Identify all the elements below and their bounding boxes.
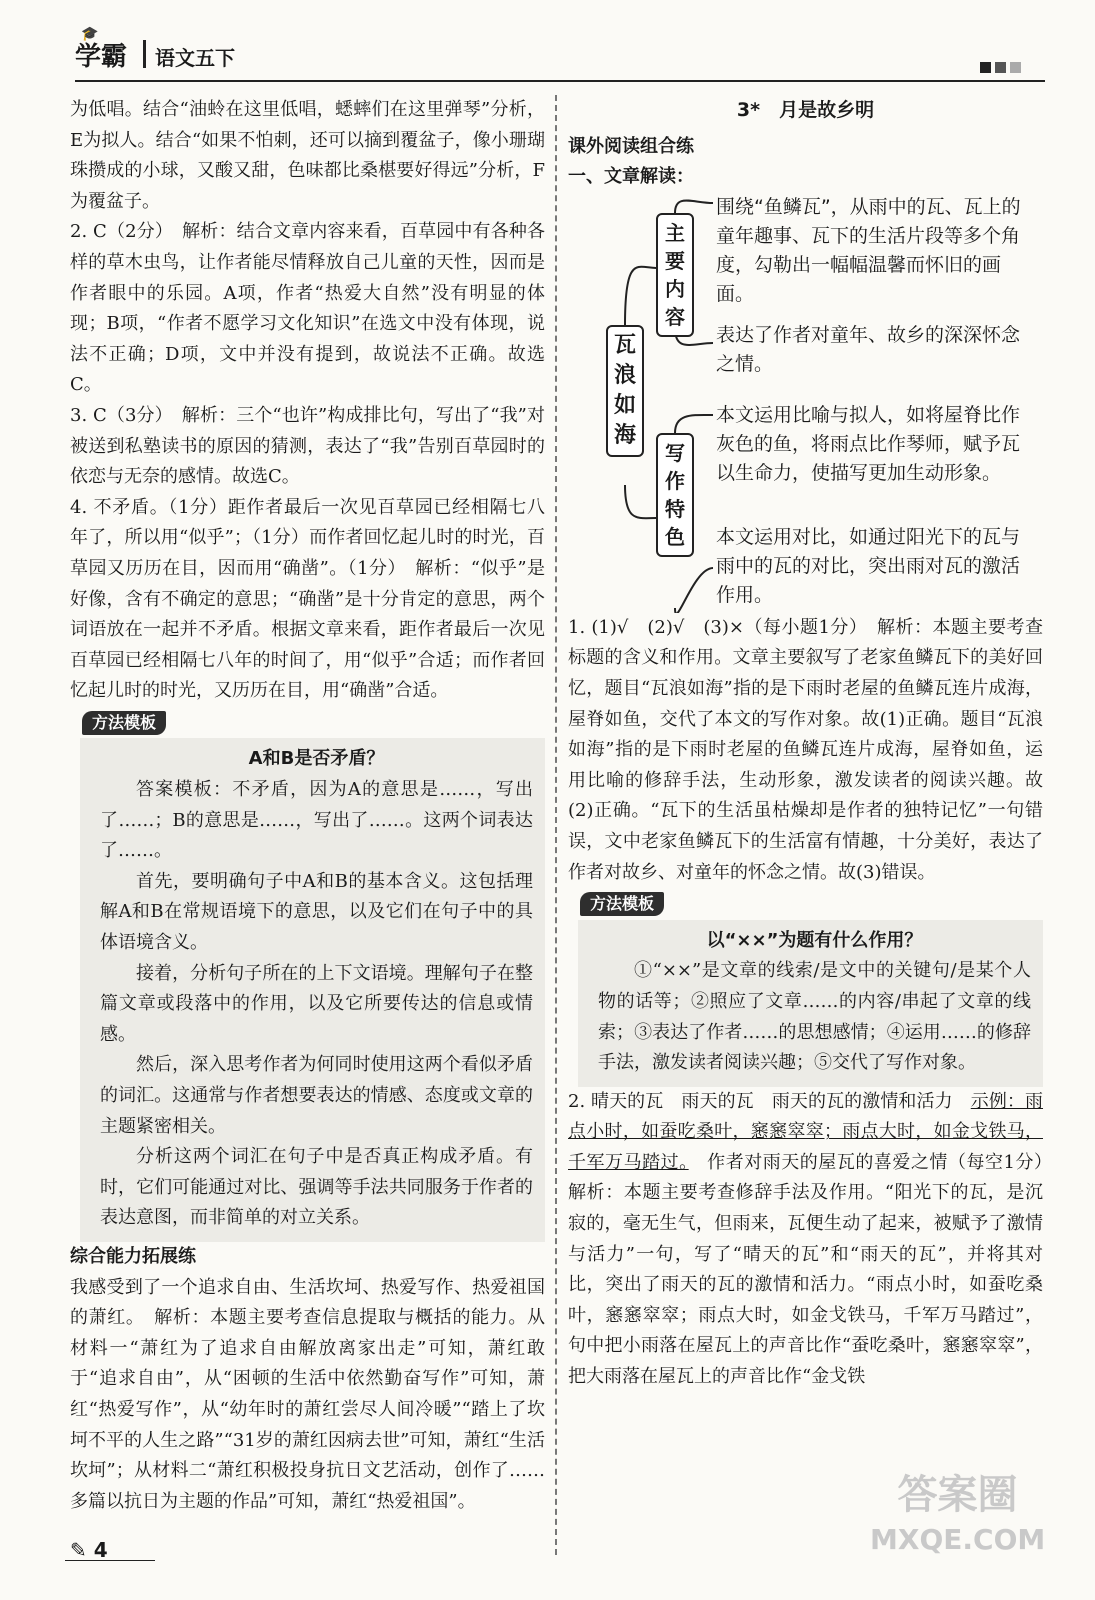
watermark: [870, 1468, 1045, 1568]
brand-logo: 学霸: [75, 42, 128, 72]
method-template-box: [578, 920, 1043, 1087]
answer-q4: 4. 不矛盾。（1分）距作者最后一次见百草园已经相隔七八年了，所以用“似乎”；（1分）而作者回忆起儿时的时光，百草园又历历在目，因而用“确凿”。（1分） 解析：“似乎”是好像，含有不确定的意思；“确凿”是十分肯定的意思，两个词语放在一起并不矛盾。根据文章来看，距作者最后一次见百草园已经相隔七八年的时间了，用“似乎”合适；而作者回忆起儿时的时光，又历历在目，用“确凿”合适。: [70, 496, 545, 702]
page-number: 4: [93, 1538, 108, 1562]
watermark-text: 答案圈: [897, 1472, 1018, 1518]
column-divider: [555, 95, 557, 1555]
answer-q2: [568, 1087, 1062, 1393]
watermark-url: MXQE.COM: [870, 1523, 1046, 1556]
template-title: A和B是否矛盾？: [248, 748, 385, 770]
header-square-icon: [995, 62, 1006, 73]
mind-map: [568, 193, 1043, 613]
extension-answer: 我感受到了一个追求自由、生活坎坷、热爱写作、热爱祖国的萧红。 解析：本题主要考查信息提取与概括的能力。从材料一“萧红为了追求自由解放离家出走”可知，萧红敢于“追求自由”，从“困顿的生活中依然勤奋写作”可知，萧红“热爱写作”，从“幼年时的萧红尝尽人间冷暖”“踏上了坎坷不平的人生之路”“31岁的萧红因病去世”可知，萧红“生活坎坷”；从材料二“萧红积极投身抗日文艺活动，创作了……多篇以抗日为主题的作品”可知，萧红“热爱祖国”。: [70, 1276, 545, 1512]
method-template-box: [80, 738, 545, 1242]
pencil-icon: ✎: [70, 1538, 87, 1562]
mind-map-branch-features: 写作特色: [656, 433, 694, 557]
template-paragraph: 接着，分析句子所在的上下文语境。理解句子在整篇文章或段落中的作用，以及它所要传达的信息或情感。: [100, 962, 533, 1045]
template-paragraph: ①“××”是文章的线索/是文中的关键句/是某个人物的话等；②照应了文章……的内容/串起了文章的线索；③表达了作者……的思想感情；④运用……的修辞手法，激发读者阅读兴趣；⑤交代了写作对象。: [598, 960, 1031, 1074]
right-column: [568, 95, 1062, 1393]
answer-q1: 1. (1)√ (2)√ (3)×（每小题1分） 解析：本题主要考查标题的含义和作用。文章主要叙写了老家鱼鳞瓦下的美好回忆，题目“瓦浪如海”指的是下雨时老屋的鱼鳞瓦连片成海，屋脊如鱼，交代了本文的写作对象。故(1)正确。题目“瓦浪如海”指的是下雨时老屋的鱼鳞瓦连片成海，屋脊如鱼，运用比喻的修辞手法，生动形象，激发读者的阅读兴趣。故(2)正确。“瓦下的生活虽枯燥却是作者的独特记忆”一句错误，文中老家鱼鳞瓦下的生活富有情趣，十分美好，表达了作者对故乡、对童年的怀念之情。故(3)错误。: [568, 616, 1043, 883]
mind-map-root: 瓦浪如海: [606, 325, 644, 457]
left-column: [70, 95, 545, 1517]
page-header: [75, 26, 1045, 82]
mind-map-branch-content: 主要内容: [656, 213, 694, 337]
method-template-tag: 方法模板: [82, 711, 166, 735]
template-paragraph: 答案模板：不矛盾，因为A的意思是……，写出了……；B的意思是……，写出了……。这两个词表达了……。: [100, 779, 533, 862]
answer-q2-tail: 作者对雨天的屋瓦的喜爱之情（每空1分） 解析：本题主要考查修辞手法及作用。“阳光下的瓦，是沉寂的，毫无生气，但雨来，瓦便生动了起来，被赋予了激情与活力”一句，写了“晴天的瓦”和“雨天的瓦”，并将其对比，突出了雨天的瓦的激情和活力。“雨点小时，如蚕吃桑叶，窸窸窣窣；雨点大时，如金戈铁马，千军万马踏过”，句中把小雨落在屋瓦上的声音比作“蚕吃桑叶，窸窸窣窣”，把大雨落在屋瓦上的声音比作“金戈铁: [568, 1151, 1062, 1388]
subsection-title: 一、文章解读：: [568, 166, 694, 188]
answer-q2-example: 示例：雨点小时，如蚕吃桑叶，窸窸窣窣；雨点大时，如金戈铁马，千军万马踏过。: [568, 1090, 1044, 1173]
template-paragraph: 分析这两个词汇在句子中是否真正构成矛盾。有时，它们可能通过对比、强调等手法共同服务于作者的表达意图，而非简单的对立关系。: [100, 1146, 533, 1229]
method-template-tag: 方法模板: [580, 892, 664, 916]
mind-map-leaf: 本文运用比喻与拟人，如将屋脊比作灰色的鱼，将雨点比作琴师，赋予瓦以生命力，使描写更加生动形象。: [716, 403, 1021, 484]
template-title: 以“××”为题有什么作用？: [706, 929, 923, 951]
chapter-title: 3* 月是故乡明: [736, 99, 875, 121]
footer-rule: [65, 1560, 155, 1561]
mind-map-leaf: 围绕“鱼鳞瓦”，从雨中的瓦、瓦上的童年趣事、瓦下的生活片段等多个角度，勾勒出一幅幅温馨而怀旧的画面。: [716, 195, 1021, 305]
mind-map-leaf: 表达了作者对童年、故乡的深深怀念之情。: [716, 323, 1021, 375]
header-separator: [143, 40, 146, 68]
answer-paragraph: 为低唱。结合“油蛉在这里低唱，蟋蟀们在这里弹琴”分析，E为拟人。结合“如果不怕刺，还可以摘到覆盆子，像小珊瑚珠攒成的小球，又酸又甜，色味都比桑椹要好得远”分析，F为覆盆子。: [70, 99, 545, 212]
template-paragraph: 首先，要明确句子中A和B的基本含义。这包括理解A和B在常规语境下的意思，以及它们在句子中的具体语境含义。: [100, 870, 533, 954]
header-square-icon: [1010, 62, 1021, 73]
answer-q3: 3. C（3分） 解析：三个“也许”构成排比句，写出了“我”对被送到私塾读书的原因的猜测，表达了“我”告别百草园时的依恋与无奈的感情。故选C。: [70, 404, 545, 488]
section-title: 课外阅读组合练: [568, 135, 694, 157]
answer-q2-head: 2. 晴天的瓦 雨天的瓦 雨天的瓦的激情和活力: [568, 1090, 971, 1112]
book-subtitle: 语文五下: [155, 46, 235, 70]
header-square-icon: [980, 62, 991, 73]
answer-q2: 2. C（2分） 解析：结合文章内容来看，百草园中有各种各样的草木虫鸟，让作者能尽情释放自己儿童的天性，因而是作者眼中的乐园。A项，作者“热爱大自然”没有明显的体现；B项，“作者不愿学习文化知识”在选文中没有体现，说法不正确；D项，文中并没有提到，故说法不正确。故选C。: [70, 221, 545, 396]
mind-map-leaf: 本文运用对比，如通过阳光下的瓦与雨中的瓦的对比，突出雨对瓦的激活作用。: [716, 525, 1021, 606]
template-paragraph: 然后，深入思考作者为何同时使用这两个看似矛盾的词汇。这通常与作者想要表达的情感、态度或文章的主题紧密相关。: [100, 1054, 533, 1137]
page-footer: [70, 1538, 108, 1562]
graduation-cap-icon: 🎓: [81, 26, 99, 42]
section-title: 综合能力拓展练: [70, 1245, 196, 1267]
